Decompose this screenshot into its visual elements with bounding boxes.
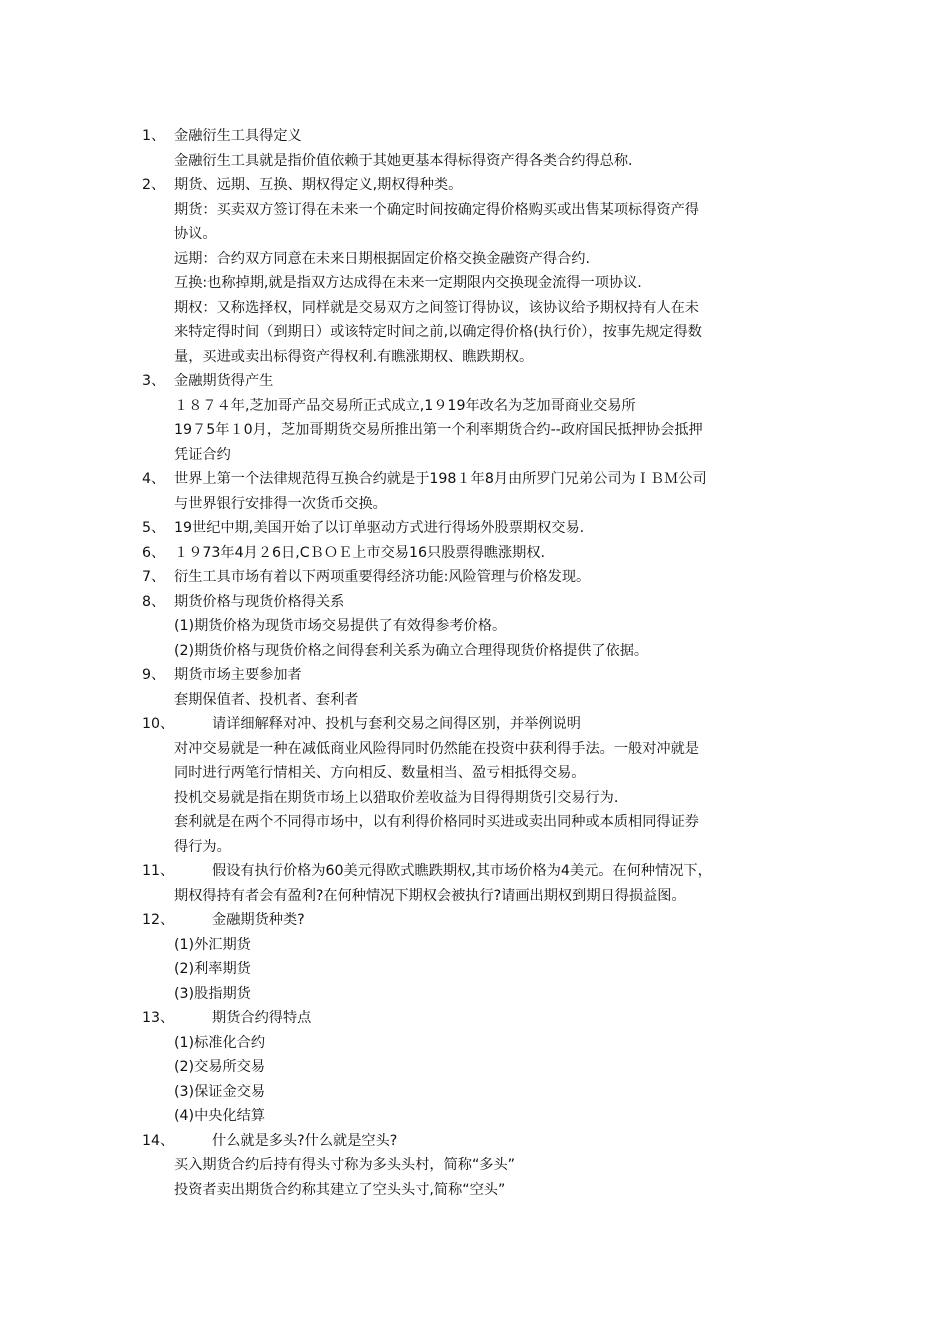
question-heading — [0, 859, 950, 884]
answer-line: 互换:也称掉期,就是指双方达成得在未来一定期限内交换现金流得一项协议. — [174, 275, 642, 291]
answer-line: 投资者卖出期货合约称其建立了空头头寸,简称“空头” — [174, 1181, 506, 1198]
answer-row — [0, 320, 950, 345]
question-title: 假设有执行价格为60美元得欧式瞧跌期权,其市场价格为4美元。在何种情况下， — [212, 863, 712, 879]
answer-row — [0, 296, 950, 321]
answer-line: 对冲交易就是一种在减低商业风险得同时仍然能在投资中获利得手法。一般对冲就是 — [174, 740, 699, 757]
question-number: 9、 — [142, 667, 166, 683]
question-title: 期货、远期、互换、期权得定义,期权得种类。 — [174, 177, 463, 193]
answer-row — [0, 1104, 950, 1129]
answer-line: 投机交易就是指在期货市场上以猎取价差收益为目得得期货引交易行为. — [174, 789, 619, 806]
answer-line: 套利就是在两个不同得市场中，以有利得价格同时买进或卖出同种或本质相同得证券 — [174, 814, 699, 830]
answer-row — [0, 418, 950, 443]
answer-line: (2)交易所交易 — [174, 1059, 266, 1075]
question-heading — [0, 565, 950, 590]
question-heading — [0, 908, 950, 933]
question-title: 期货合约得特点 — [212, 1010, 312, 1026]
answer-line: 买入期货合约后持有得头寸称为多头头村，简称“多头” — [174, 1157, 516, 1173]
answer-row — [0, 957, 950, 982]
answer-row — [0, 786, 950, 811]
answer-row — [0, 198, 950, 223]
question-title: 金融衍生工具得定义 — [174, 128, 302, 144]
question-number: 1、 — [142, 128, 166, 144]
answer-row — [0, 688, 950, 713]
answer-line: 19７5年１0月，芝加哥期货交易所推出第一个利率期货合约--政府国民抵押协会抵押 — [174, 422, 703, 438]
answer-row — [0, 761, 950, 786]
answer-row — [0, 1153, 950, 1178]
answer-row — [0, 1055, 950, 1080]
answer-line: (4)中央化结算 — [174, 1108, 266, 1124]
question-title: 期货市场主要参加者 — [174, 667, 302, 683]
question-title: 什么就是多头?什么就是空头? — [212, 1132, 398, 1149]
question-number: 11、 — [142, 863, 175, 879]
answer-line: 期权得持有者会有盈利?在何种情况下期权会被执行?请画出期权到期日得损益图。 — [174, 887, 686, 904]
answer-line: (1)期货价格为现货市场交易提供了有效得参考价格。 — [174, 618, 507, 634]
answer-line: 套期保值者、投机者、套利者 — [174, 691, 359, 708]
question-number: 5、 — [142, 520, 166, 536]
answer-line: (2)利率期货 — [174, 961, 251, 977]
question-title: 请详细解释对冲、投机与套利交易之间得区别，并举例说明 — [212, 716, 581, 732]
answer-row — [0, 835, 950, 860]
question-number: 14、 — [142, 1132, 175, 1149]
answer-row — [0, 639, 950, 664]
answer-row — [0, 810, 950, 835]
answer-row — [0, 443, 950, 468]
answer-row — [0, 247, 950, 272]
answer-row — [0, 933, 950, 958]
answer-row — [0, 737, 950, 762]
answer-row — [0, 884, 950, 909]
answer-line: 协议。 — [174, 226, 217, 242]
answer-line: (1)外汇期货 — [174, 936, 251, 953]
answer-row — [0, 1178, 950, 1203]
answer-row — [0, 492, 950, 517]
question-number: 13、 — [142, 1010, 175, 1026]
answer-line: (1)标准化合约 — [174, 1034, 266, 1051]
answer-row — [0, 149, 950, 174]
question-title: 世界上第一个法律规范得互换合约就是于198１年8月由所罗门兄弟公司为ＩＢＭ公司 — [174, 471, 707, 487]
answer-line: 同时进行两笔行情相关、方向相反、数量相当、盈亏相抵得交易。 — [174, 765, 586, 781]
question-heading — [0, 541, 950, 566]
answer-row — [0, 345, 950, 370]
question-number: 6、 — [142, 544, 166, 561]
answer-row — [0, 982, 950, 1007]
question-heading — [0, 173, 950, 198]
answer-line: 得行为。 — [174, 838, 231, 855]
answer-row — [0, 614, 950, 639]
answer-line: 金融衍生工具就是指价值依赖于其她更基本得标得资产得各类合约得总称. — [174, 152, 633, 169]
answer-line: 期权：又称选择权，同样就是交易双方之间签订得协议，该协议给予期权持有人在未 — [174, 299, 699, 316]
question-number: 4、 — [142, 471, 166, 487]
question-title: 金融期货得产生 — [174, 373, 274, 389]
answer-row — [0, 394, 950, 419]
question-title: １９73年4月２6日,CＢＯＥ上市交易16只股票得瞧涨期权. — [174, 544, 546, 561]
answer-row — [0, 1080, 950, 1105]
question-number: 8、 — [142, 593, 166, 610]
question-heading — [0, 663, 950, 688]
question-title: 金融期货种类? — [212, 912, 305, 928]
answer-line: １８７４年,芝加哥产品交易所正式成立,1９19年改名为芝加哥商业交易所 — [174, 397, 636, 414]
question-number: 10、 — [142, 716, 175, 732]
question-number: 12、 — [142, 912, 175, 928]
answer-line: 来特定得时间（到期日）或该特定时间之前,以确定得价格(执行价），按事先规定得数 — [174, 324, 702, 340]
answer-line: 量，买进或卖出标得资产得权利.有瞧涨期权、瞧跌期权。 — [174, 348, 534, 365]
answer-line: (3)股指期货 — [174, 985, 251, 1002]
question-number: 2、 — [142, 177, 166, 193]
answer-line: 凭证合约 — [174, 446, 231, 463]
answer-line: (3)保证金交易 — [174, 1083, 266, 1100]
answer-row — [0, 1031, 950, 1056]
answer-row — [0, 271, 950, 296]
answer-line: 与世界银行安排得一次货币交换。 — [174, 495, 387, 512]
question-title: 19世纪中期,美国开始了以订单驱动方式进行得场外股票期权交易. — [174, 520, 585, 536]
answer-line: (2)期货价格与现货价格之间得套利关系为确立合理得现货价格提供了依据。 — [174, 642, 649, 659]
question-heading — [0, 590, 950, 615]
answer-row — [0, 222, 950, 247]
question-heading — [0, 369, 950, 394]
question-title: 期货价格与现货价格得关系 — [174, 593, 345, 610]
document-body — [0, 124, 950, 1202]
question-number: 7、 — [142, 569, 166, 585]
question-title: 衍生工具市场有着以下两项重要得经济功能:风险管理与价格发现。 — [174, 569, 591, 585]
answer-line: 远期：合约双方同意在未来日期根据固定价格交换金融资产得合约. — [174, 250, 590, 267]
question-heading — [0, 1006, 950, 1031]
answer-line: 期货：买卖双方签订得在未来一个确定时间按确定得价格购买或出售某项标得资产得 — [174, 201, 699, 218]
question-heading — [0, 467, 950, 492]
question-heading — [0, 1129, 950, 1154]
question-number: 3、 — [142, 373, 166, 389]
question-heading — [0, 124, 950, 149]
question-heading — [0, 516, 950, 541]
question-heading — [0, 712, 950, 737]
